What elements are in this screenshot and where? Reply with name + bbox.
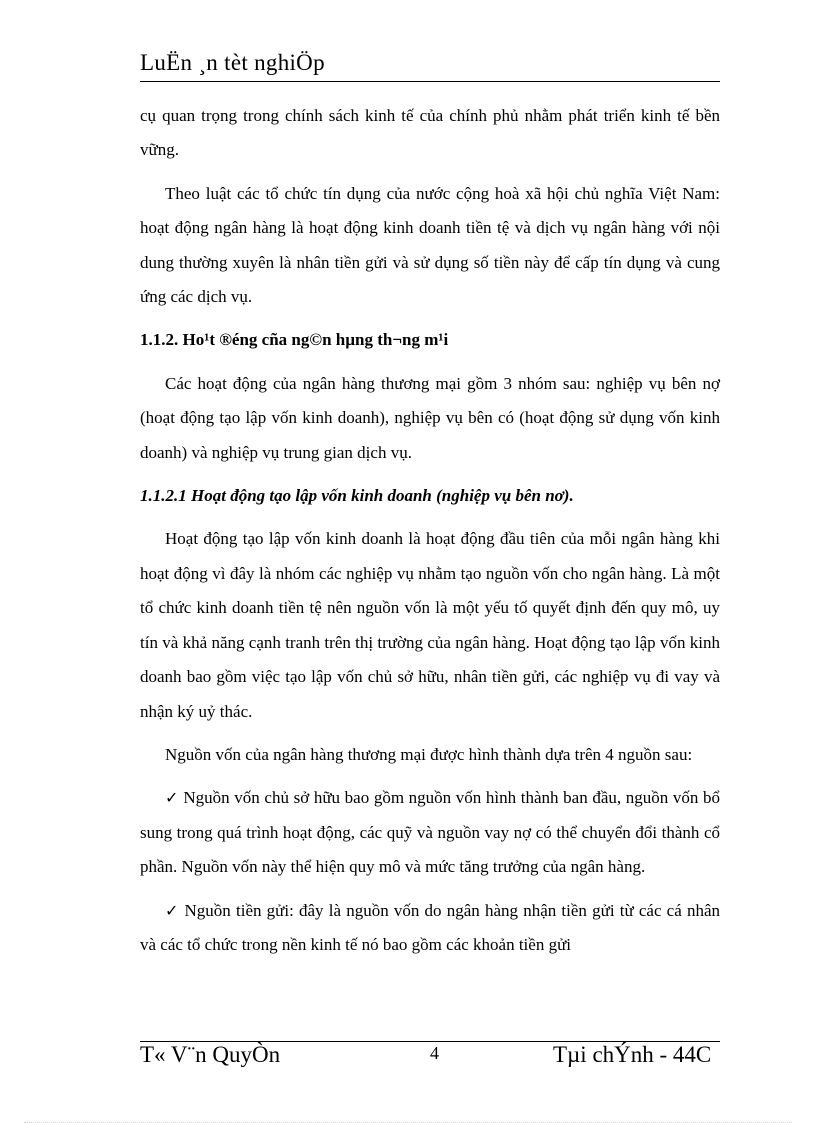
paragraph-1: cụ quan trọng trong chính sách kinh tế của chính phủ nhằm phát triển kinh tế bền vững. <box>140 106 720 160</box>
bullet-item-1 <box>140 781 720 884</box>
footer-class: Tµi chÝnh - 44C <box>553 1042 712 1067</box>
bullet-text-2: Nguồn tiền gửi: đây là nguồn vốn do ngân hàng nhận tiền gửi từ các cá nhân và các tổ chức trong nền kinh tế nó bao gồm các khoản tiền gửi <box>140 900 720 954</box>
bullet-text-1: Nguồn vốn chủ sở hữu bao gồm nguồn vốn hình thành ban đầu, nguồn vốn bổ sung trong quá trình hoạt động, các quỹ và nguồn vay nợ có thể chuyển đổi thành cổ phần. Nguồn vốn này thể hiện quy mô và mức tăng trưởng của ngân hàng. <box>140 788 720 877</box>
paragraph-4: Hoạt động tạo lập vốn kinh doanh là hoạt động đầu tiên của mỗi ngân hàng khi hoạt động vì đây là nhóm các nghiệp vụ nhằm tạo nguồn vốn cho ngân hàng. Là một tổ chức kinh doanh tiền tệ nên nguồn vốn là một yếu tố quyết định đến quy mô, uy tín và khả năng cạnh tranh trên thị trường của ngân hàng. Hoạt động tạo lập vốn kinh doanh bao gồm việc tạo lập vốn chủ sở hữu, nhân tiền gửi, các nghiệp vụ đi vay và nhận ký uỷ thác. <box>140 529 720 721</box>
header-title: LuËn ¸n tèt nghiÖp <box>140 50 325 75</box>
section-heading-1-1-2-1: 1.1.2.1 Hoạt động tạo lập vốn kinh doanh (nghiệp vụ bên nơ). <box>140 486 574 506</box>
header-rule <box>140 81 720 82</box>
body-text <box>140 99 720 962</box>
paragraph-3: Các hoạt động của ngân hàng thương mại gồm 3 nhóm sau: nghiệp vụ bên nợ (hoạt động tạo lập vốn kinh doanh), nghiệp vụ bên có (hoạt động sử dụng vốn kinh doanh) và nghiệp vụ trung gian dịch vụ. <box>140 373 720 462</box>
footer-author: T« V¨n QuyÒn <box>140 1042 281 1067</box>
bullet-item-2 <box>140 894 720 963</box>
paragraph-2: Theo luật các tổ chức tín dụng của nước cộng hoà xã hội chủ nghĩa Việt Nam: hoạt động ngân hàng là hoạt động kinh doanh tiền tệ và dịch vụ ngân hàng với nội dung thường xuyên là nhân tiền gửi và sử dụng số tiền này để cấp tín dụng và cung ứng các dịch vụ. <box>140 183 720 307</box>
footer-page-number: 4 <box>430 1043 439 1063</box>
section-heading-1-1-2: 1.1.2. Ho¹t ®éng cña ng©n hµng th¬ng m¹i <box>140 330 449 350</box>
paragraph-5: Nguồn vốn của ngân hàng thương mại được hình thành dựa trên 4 nguồn sau: <box>165 744 693 764</box>
check-icon: ✓ <box>165 788 179 808</box>
check-icon: ✓ <box>165 900 180 920</box>
